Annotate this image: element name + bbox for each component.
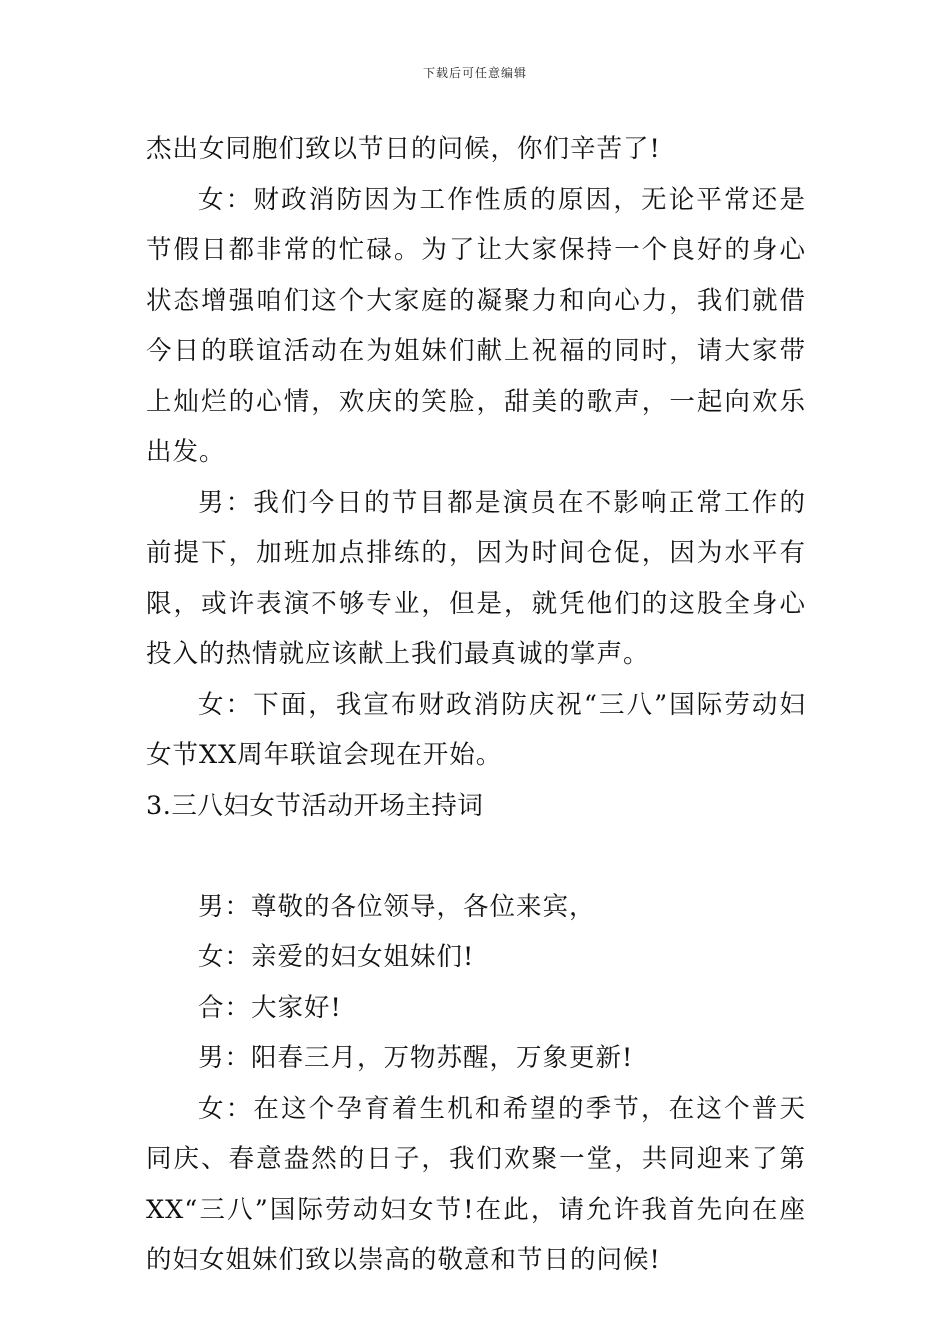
paragraph-female-host-2: 女：下面，我宣布财政消防庆祝“三八”国际劳动妇女节XX周年联谊会现在开始。 <box>146 689 806 770</box>
dialogue-line-2: 女：亲爱的妇女姐妹们! <box>198 942 475 972</box>
section-heading: 3.三八妇女节活动开场主持词 <box>146 790 484 821</box>
document-body <box>146 124 806 1286</box>
dialogue-line-5: 女：在这个孕育着生机和希望的季节，在这个普天同庆、春意盎然的日子，我们欢聚一堂，共同迎来了第XX“三八”国际劳动妇女节!在此，请允许我首先向在座的妇女姐妹们致以崇高的敬意和节日的问候! <box>146 1093 806 1275</box>
dialogue-line-1: 男：尊敬的各位领导，各位来宾， <box>198 891 596 922</box>
paragraph-female-host-1: 女：财政消防因为工作性质的原因，无论平常还是节假日都非常的忙碌。为了让大家保持一个良好的身心状态增强咱们这个大家庭的凝聚力和向心力，我们就借今日的联谊活动在为姐妹们献上祝福的同时，请大家带上灿烂的心情，欢庆的笑脸，甜美的歌声，一起向欢乐出发。 <box>146 184 806 467</box>
dialogue-line-4: 男：阳春三月，万物苏醒，万象更新! <box>198 1043 634 1073</box>
dialogue-line-3: 合：大家好! <box>198 992 342 1023</box>
page-header-note: 下载后可任意编辑 <box>422 66 527 80</box>
paragraph-continuation: 杰出女同胞们致以节日的问候，你们辛苦了! <box>146 134 661 164</box>
blank-line <box>146 831 806 882</box>
paragraph-male-host-1: 男：我们今日的节目都是演员在不影响正常工作的前提下，加班加点排练的，因为时间仓促，因为水平有限，或许表演不够专业，但是，就凭他们的这股全身心投入的热情就应该献上我们最真诚的掌声。 <box>146 487 806 669</box>
